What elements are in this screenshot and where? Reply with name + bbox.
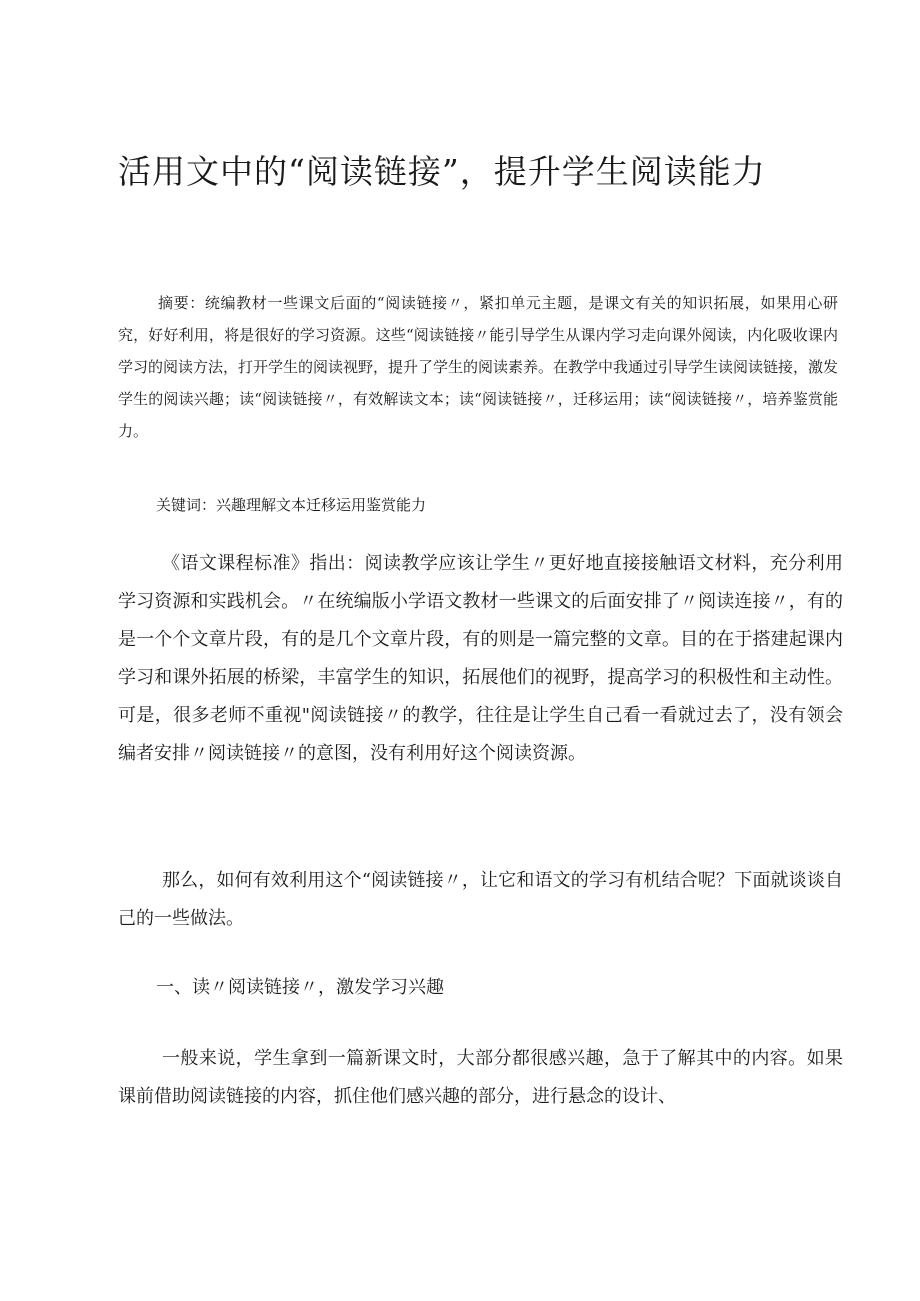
abstract-paragraph: 摘要：统编教材一些课文后面的“阅读链接〃，紧扣单元主题，是课文有关的知识拓展，如果用心研究，好好利用，将是很好的学习资源。这些“阅读链接〃能引导学生从课内学习走向课外阅读，内化吸收课内学习的阅读方法，打开学生的阅读视野，提升了学生的阅读素养。在教学中我通过引导学生读阅读链接，激发学生的阅读兴趣；读“阅读链接〃，有效解读文本；读“阅读链接〃，迁移运用；读“阅读链接〃，培养鉴赏能力。 (118, 294, 839, 440)
section-heading-1: 一、读〃阅读链接〃，激发学习兴趣 (156, 977, 444, 998)
body-paragraph-2: 那么，如何有效利用这个“阅读链接〃，让它和语文的学习有机结合呢？下面就谈谈自己的一些做法。 (118, 870, 843, 929)
body-paragraph-3: 一般来说，学生拿到一篇新课文时，大部分都很感兴趣，急于了解其中的内容。如果课前借助阅读链接的内容，抓住他们感兴趣的部分，进行悬念的设计、 (118, 1048, 843, 1107)
document-title: 活用文中的“阅读链接”，提升学生阅读能力 (118, 152, 766, 191)
keywords-line: 关键词：兴趣理解文本迁移运用鉴赏能力 (156, 496, 427, 514)
body-paragraph-1: 《语文课程标准》指出：阅读教学应该让学生〃更好地直接接触语文材料，充分利用学习资源和实践机会。〃在统编版小学语文教材一些课文的后面安排了〃阅读连接〃，有的是一个个文章片段，有的是几个文章片段，有的则是一篇完整的文章。目的在于搭建起课内学习和课外拓展的桥梁，丰富学生的知识，拓展他们的视野，提高学习的积极性和主动性。可是，很多老师不重视"阅读链接〃的教学，往往是让学生自己看一看就过去了，没有领会编者安排〃阅读链接〃的意图，没有利用好这个阅读资源。 (118, 553, 843, 764)
